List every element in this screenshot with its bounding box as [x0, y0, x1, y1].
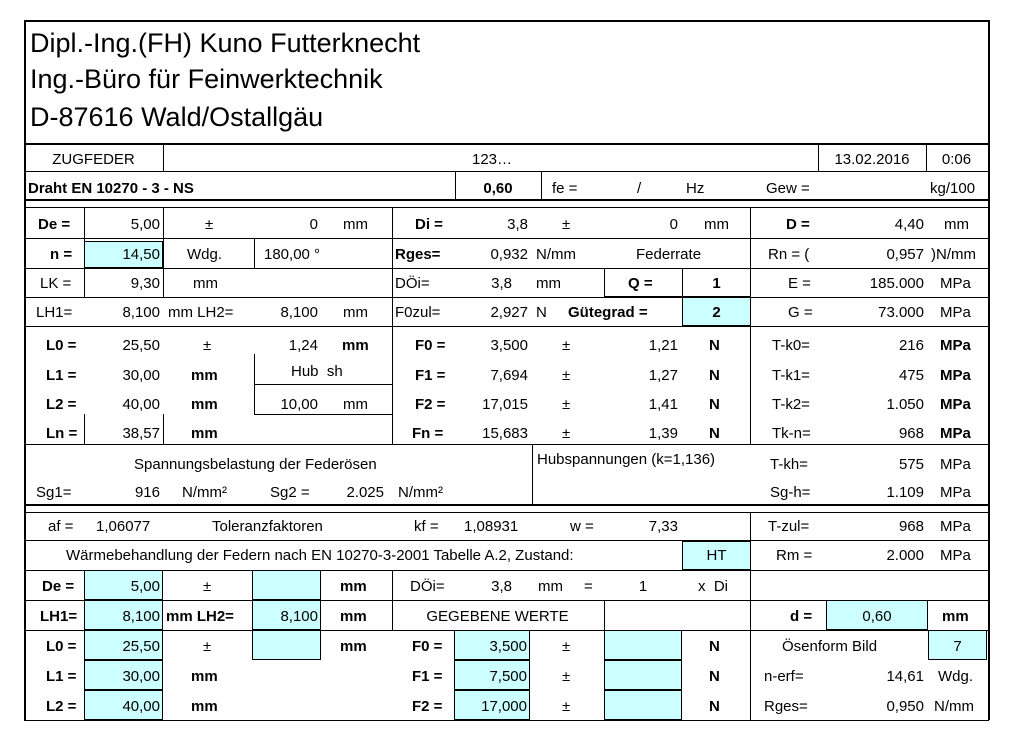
hub-value: 10,00	[280, 396, 318, 413]
n-unit: Wdg.	[187, 246, 223, 263]
grid-vline	[926, 143, 927, 171]
unit-n: N	[709, 698, 720, 715]
hub-stress-title: Hubspannungen (k=1,136)	[537, 451, 716, 468]
unit-mpa: MPa	[940, 275, 971, 292]
spring-type: ZUGFEDER	[52, 151, 135, 168]
de-value: 5,00	[130, 216, 160, 233]
given-lh1-label: LH1=	[40, 608, 78, 625]
grid-vline	[750, 512, 751, 540]
unit-mpa: MPa	[940, 304, 971, 321]
toleranz-title: Toleranzfaktoren	[212, 518, 323, 535]
di-tolerance: 0	[669, 216, 678, 233]
federrate-label: Federrate	[636, 246, 702, 263]
rn-label: Rn = (	[768, 246, 810, 263]
unit-mm: mm	[191, 396, 218, 413]
lh1-label: LH1=	[36, 304, 73, 321]
grid-hline	[24, 570, 989, 571]
given-doi-factor: 1	[638, 578, 648, 595]
de-label: De =	[38, 216, 71, 233]
guetegrad-label: Gütegrad =	[568, 304, 648, 321]
tk0-label: T-k0=	[772, 337, 810, 354]
unit-n: N	[536, 304, 547, 321]
waermebehandlung-text: Wärmebehandlung der Federn nach EN 10270-3-2001 Tabelle A.2, Zustand:	[66, 547, 574, 564]
rges-unit: N/mm	[536, 246, 576, 263]
rm-label: Rm =	[776, 547, 813, 564]
rges-value: 0,932	[490, 246, 528, 263]
rn-value: 0,957	[886, 246, 924, 263]
zustand-value[interactable]: HT	[706, 547, 727, 564]
given-d-label: d =	[790, 608, 813, 625]
given-lh1-value[interactable]: 8,100	[122, 608, 160, 625]
lk-value: 9,30	[130, 275, 160, 292]
grid-vline	[254, 354, 255, 414]
tzul-value: 968	[898, 518, 924, 535]
grid-vline	[750, 540, 751, 720]
unit-mm: mm	[191, 367, 218, 384]
given-f2-value[interactable]: 17,000	[481, 698, 527, 715]
time: 0:06	[941, 151, 972, 168]
grid-hline	[24, 20, 989, 22]
unit-mm: mm	[340, 578, 367, 595]
f0-label: F0 =	[415, 337, 446, 354]
given-lh2-label: mm LH2=	[166, 608, 234, 625]
unit-mpa: MPa	[940, 547, 971, 564]
lh2-value: 8,100	[280, 304, 318, 321]
af-label: af =	[48, 518, 74, 535]
unit-n: N	[709, 668, 720, 685]
f2-tolerance: 1,41	[648, 396, 678, 413]
pm-sign: ±	[562, 337, 571, 354]
grid-hline	[24, 297, 989, 298]
hub-label: Hub sh	[291, 363, 343, 380]
pm-sign: ±	[203, 337, 212, 354]
tkh-value: 575	[898, 456, 924, 473]
grid-vline	[750, 207, 751, 444]
unit-mm: mm	[191, 698, 218, 715]
unit-n: N	[709, 638, 720, 655]
pm-sign: ±	[562, 638, 571, 655]
wire-standard: Draht EN 10270 - 3 - NS	[28, 180, 194, 197]
pm-sign: ±	[562, 367, 571, 384]
q-label: Q =	[628, 275, 653, 292]
given-f2-label: F2 =	[412, 698, 443, 715]
sg1-value: 916	[134, 484, 160, 501]
grid-vline	[682, 268, 683, 326]
grid-hline	[24, 268, 989, 269]
de-tolerance: 0	[309, 216, 318, 233]
unit-mm: mm	[704, 216, 729, 233]
grid-vline	[392, 570, 393, 630]
q-value: 1	[712, 275, 721, 292]
given-lh2-value[interactable]: 8,100	[280, 608, 318, 625]
pm-sign: ±	[203, 578, 212, 595]
n-degrees: 180,00 °	[264, 246, 321, 263]
company-name: Dipl.-Ing.(FH) Kuno Futterknecht	[30, 28, 421, 58]
given-de-tol-input[interactable]	[252, 570, 321, 600]
unit-mm: mm	[343, 396, 368, 413]
grid-hline	[24, 238, 989, 239]
given-l2-label: L2 =	[46, 698, 77, 715]
f0-tolerance: 1,21	[648, 337, 678, 354]
tkn-value: 968	[898, 425, 924, 442]
given-f2-tol-input[interactable]	[604, 690, 682, 720]
l1-value: 30,00	[122, 367, 160, 384]
ln-label: Ln =	[46, 425, 78, 442]
grid-hline	[24, 143, 989, 145]
spring-name[interactable]: 123…	[472, 151, 513, 168]
lh2-label: mm LH2=	[168, 304, 234, 321]
grid-vline	[392, 354, 393, 414]
pm-sign: ±	[562, 698, 571, 715]
unit-mm: mm	[340, 638, 367, 655]
unit-mm: mm	[536, 275, 561, 292]
tk2-label: T-k2=	[772, 396, 810, 413]
d-value: 4,40	[894, 216, 924, 233]
fn-label: Fn =	[412, 425, 444, 442]
given-l2-value[interactable]: 40,00	[122, 698, 160, 715]
tkn-label: Tk-n=	[772, 425, 811, 442]
f0zul-label: F0zul=	[395, 304, 441, 321]
n-value[interactable]: 14,50	[122, 246, 160, 263]
grid-hline	[254, 414, 392, 415]
sgh-label: Sg-h=	[770, 484, 811, 501]
given-f1-label: F1 =	[412, 668, 443, 685]
given-f1-tol-input[interactable]	[604, 660, 682, 690]
rges-label: Rges=	[395, 246, 441, 263]
nerf-value: 14,61	[886, 668, 924, 685]
rm-value: 2.000	[886, 547, 924, 564]
fe-slash: /	[637, 180, 642, 197]
tk2-value: 1.050	[886, 396, 924, 413]
n-label: n =	[50, 246, 73, 263]
unit-mpa: MPa	[940, 484, 971, 501]
unit-n: N	[709, 367, 720, 384]
tk1-value: 475	[898, 367, 924, 384]
fn-value: 15,683	[482, 425, 528, 442]
sg2-value: 2.025	[346, 484, 384, 501]
date: 13.02.2016	[834, 151, 910, 168]
pm-sign: ±	[562, 425, 571, 442]
grid-vline	[84, 207, 85, 297]
unit-mm: mm	[343, 304, 368, 321]
grid-hline	[392, 630, 604, 631]
f1-tolerance: 1,27	[648, 367, 678, 384]
grid-hline	[24, 444, 989, 445]
doi-value: 3,8	[491, 275, 512, 292]
given-d-value[interactable]: 0,60	[862, 608, 892, 625]
given-de-value[interactable]: 5,00	[130, 578, 160, 595]
l0-label: L0 =	[46, 337, 77, 354]
unit-mpa: MPa	[940, 518, 971, 535]
wire-diameter: 0,60	[483, 180, 513, 197]
fe-label: fe =	[552, 180, 578, 197]
lk-label: LK =	[40, 275, 72, 292]
pm-sign: ±	[562, 668, 571, 685]
given-l0-tol-input[interactable]	[252, 630, 321, 660]
given-doi-label: DÖi=	[410, 578, 445, 595]
unit-n: N	[709, 337, 720, 354]
grid-hline	[24, 512, 989, 513]
di-label: Di =	[415, 216, 443, 233]
tk0-value: 216	[898, 337, 924, 354]
grid-vline	[163, 414, 164, 444]
x-di-label: x Di	[698, 578, 728, 595]
g-label: G =	[788, 304, 813, 321]
grid-hline	[24, 207, 989, 208]
grid-vline	[682, 540, 683, 570]
given-l0-label: L0 =	[46, 638, 77, 655]
unit-mm: mm	[538, 578, 563, 595]
l0-value: 25,50	[122, 337, 160, 354]
f2-value: 17,015	[482, 396, 528, 413]
l2-label: L2 =	[46, 396, 77, 413]
given-rges-unit: N/mm	[934, 698, 974, 715]
unit-n: N	[709, 425, 720, 442]
company-address: D-87616 Wald/Ostallgäu	[30, 102, 324, 132]
l0-tolerance: 1,24	[288, 337, 318, 354]
grid-hline	[24, 199, 989, 201]
sg1-label: Sg1=	[36, 484, 72, 501]
d-label: D =	[786, 216, 810, 233]
fe-unit: Hz	[686, 180, 705, 197]
lh1-value: 8,100	[122, 304, 160, 321]
pm-sign: ±	[562, 216, 571, 233]
grid-vline	[84, 414, 85, 444]
grid-vline	[24, 20, 26, 720]
given-l1-label: L1 =	[46, 668, 77, 685]
given-rges-value: 0,950	[886, 698, 924, 715]
nerf-unit: Wdg.	[938, 668, 974, 685]
grid-vline	[455, 171, 456, 199]
nerf-label: n-erf=	[764, 668, 804, 685]
grid-hline	[750, 600, 989, 601]
unit-mm: mm	[343, 216, 368, 233]
guetegrad-value[interactable]: 2	[712, 304, 721, 321]
unit-mpa: MPa	[940, 337, 971, 354]
grid-vline	[163, 207, 164, 297]
af-value: 1,06077	[96, 518, 151, 535]
sg1-unit: N/mm²	[182, 484, 227, 501]
unit-mpa: MPa	[940, 367, 971, 384]
unit-mm: mm	[191, 668, 218, 685]
e-value: 185.000	[869, 275, 924, 292]
f0zul-value: 2,927	[490, 304, 528, 321]
l1-label: L1 =	[46, 367, 77, 384]
grid-hline	[254, 384, 392, 385]
tk1-label: T-k1=	[772, 367, 810, 384]
grid-vline	[604, 268, 605, 297]
f1-value: 7,694	[490, 367, 528, 384]
given-f0-tol-input[interactable]	[604, 630, 682, 660]
oesenform-value[interactable]: 7	[953, 638, 962, 655]
given-doi-value: 3,8	[491, 578, 512, 595]
grid-vline	[818, 143, 819, 171]
w-label: w =	[570, 518, 594, 535]
grid-vline	[928, 630, 929, 660]
gew-unit: kg/100	[930, 180, 976, 197]
sgh-value: 1.109	[886, 484, 924, 501]
stress-title: Spannungsbelastung der Federösen	[134, 456, 377, 473]
given-rges-label: Rges=	[764, 698, 808, 715]
grid-hline	[24, 540, 989, 541]
gegebene-werte-title: GEGEBENE WERTE	[426, 608, 569, 625]
unit-mm: mm	[340, 608, 367, 625]
company-department: Ing.-Büro für Feinwerktechnik	[30, 64, 383, 94]
unit-mpa: MPa	[940, 396, 971, 413]
oesenform-label: Ösenform Bild	[782, 638, 878, 655]
unit-mm: mm	[944, 216, 969, 233]
given-f1-value[interactable]: 7,500	[489, 668, 527, 685]
f2-label: F2 =	[415, 396, 446, 413]
fn-tolerance: 1,39	[648, 425, 678, 442]
grid-vline	[163, 143, 164, 171]
tkh-label: T-kh=	[770, 456, 808, 473]
equals-sign: =	[584, 578, 593, 595]
grid-hline	[24, 326, 989, 327]
kf-label: kf =	[414, 518, 439, 535]
pm-sign: ±	[205, 216, 214, 233]
unit-mm: mm	[342, 337, 369, 354]
f0-value: 3,500	[490, 337, 528, 354]
f1-label: F1 =	[415, 367, 446, 384]
doi-label: DÖi=	[395, 275, 430, 292]
ln-value: 38,57	[122, 425, 160, 442]
g-value: 73.000	[878, 304, 924, 321]
unit-n: N	[709, 396, 720, 413]
grid-hline	[604, 296, 682, 297]
kf-value: 1,08931	[464, 518, 519, 535]
unit-mm: mm	[942, 608, 969, 625]
pm-sign: ±	[203, 638, 212, 655]
grid-vline	[988, 20, 990, 720]
given-f0-value[interactable]: 3,500	[489, 638, 527, 655]
l2-value: 40,00	[122, 396, 160, 413]
given-l0-value[interactable]: 25,50	[122, 638, 160, 655]
grid-hline	[24, 171, 989, 172]
grid-vline	[532, 444, 533, 504]
given-l1-value[interactable]: 30,00	[122, 668, 160, 685]
pm-sign: ±	[562, 396, 571, 413]
unit-mm: mm	[193, 275, 218, 292]
sg2-label: Sg2 =	[270, 484, 310, 501]
sg2-unit: N/mm²	[398, 484, 443, 501]
given-f0-label: F0 =	[412, 638, 443, 655]
di-value: 3,8	[507, 216, 528, 233]
gew-label: Gew =	[766, 180, 810, 197]
grid-hline	[24, 720, 989, 721]
w-value: 7,33	[648, 518, 678, 535]
rn-unit: )N/mm	[931, 246, 976, 263]
unit-mpa: MPa	[940, 456, 971, 473]
grid-hline	[24, 504, 989, 506]
e-label: E =	[788, 275, 811, 292]
given-de-label: De =	[42, 578, 75, 595]
unit-mm: mm	[191, 425, 218, 442]
tzul-label: T-zul=	[768, 518, 810, 535]
grid-vline	[541, 171, 542, 199]
grid-vline	[604, 600, 605, 630]
unit-mpa: MPa	[940, 425, 971, 442]
grid-vline	[254, 238, 255, 268]
